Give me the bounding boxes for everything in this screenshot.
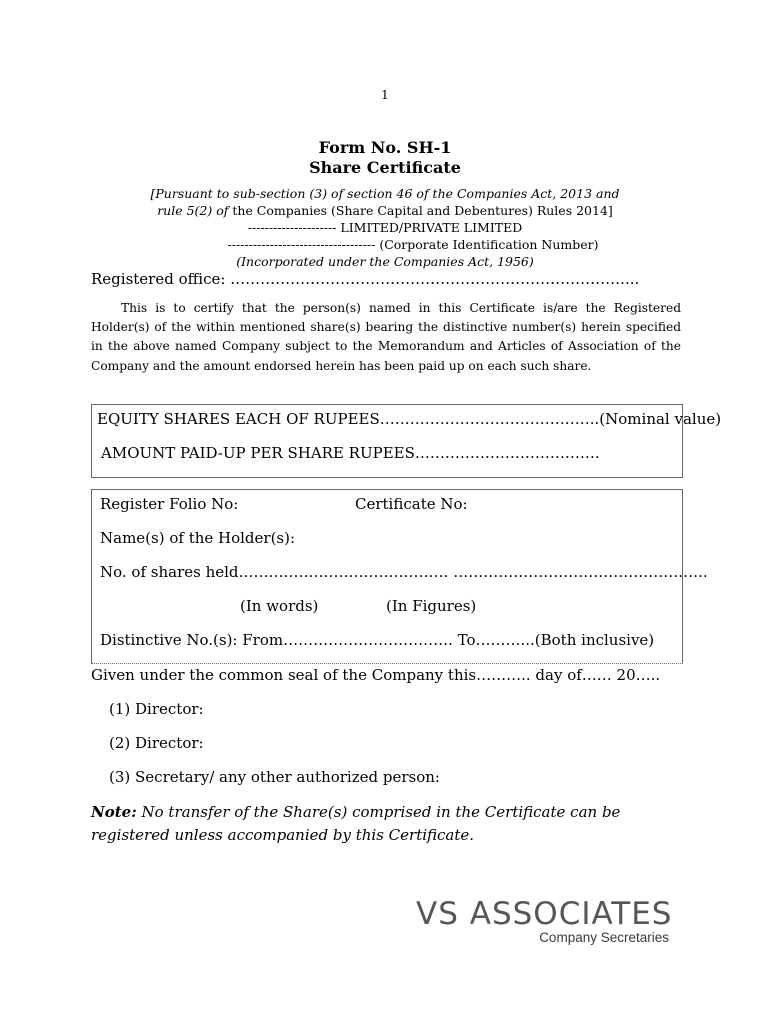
register-folio-label: Register Folio No: <box>100 495 239 513</box>
registered-office: Registered office: …………………………………………………………………….... <box>91 270 640 288</box>
shares-box <box>91 404 722 478</box>
certify-text: This is to certify that the person(s) named in this Certificate is/are the Registered Holder(s) of the within mentioned share(s) bearing the distinctive number(s) herein specified in the above named Company subject to the Memorandum and Articles of Association of the Company and the amount endorsed herein has been paid up on each such share. <box>91 301 681 373</box>
cin-line: ----------------------------------- (Corporate Identification Number) <box>227 237 599 252</box>
in-words-label: (In words) <box>240 597 319 615</box>
certificate-number-label: Certificate No: <box>355 495 468 513</box>
incorporated-line: (Incorporated under the Companies Act, 1956) <box>236 254 534 269</box>
note-text: No transfer of the Share(s) comprised in the Certificate can be registered unless accompanied by this Certificate. <box>91 803 621 844</box>
director-1: (1) Director: <box>109 700 204 718</box>
holder-names-label: Name(s) of the Holder(s): <box>100 529 296 547</box>
shares-held-line: No. of shares held…………………………………… ……………………………………….….. <box>100 563 708 581</box>
director-2: (2) Director: <box>109 734 204 752</box>
logo-tagline: Company Secretaries <box>539 930 669 945</box>
note-label: Note: <box>91 803 137 821</box>
certify-paragraph <box>91 299 681 376</box>
company-name-line: --------------------- LIMITED/PRIVATE LIMITED <box>247 220 523 235</box>
secretary: (3) Secretary/ any other authorized person: <box>109 768 440 786</box>
holder-details-box <box>91 489 708 664</box>
logo-name: VS ASSOCIATES <box>416 896 673 932</box>
common-seal-line: Given under the common seal of the Company this……….. day of…… 20….. <box>91 666 661 684</box>
in-figures-label: (In Figures) <box>386 597 477 615</box>
equity-shares-line: EQUITY SHARES EACH OF RUPEES……………………………………..(Nominal value) <box>97 410 722 428</box>
pursuant-rules-name: the Companies (Share Capital and Debentures) Rules 2014] <box>228 203 613 218</box>
pursuant-rule: rule 5(2) of <box>157 203 229 218</box>
distinctive-numbers-line: Distinctive No.(s): From……………………………. To………...(Both inclusive) <box>100 631 655 649</box>
page-number: 1 <box>381 88 389 102</box>
pursuant-line-2 <box>0 203 770 218</box>
pursuant-line-1: [Pursuant to sub-section (3) of section 46 of the Companies Act, 2013 and <box>150 186 620 201</box>
form-number: Form No. SH-1 <box>318 138 452 157</box>
certificate-title: Share Certificate <box>309 158 461 177</box>
transfer-note <box>91 801 691 847</box>
vs-associates-logo <box>416 898 676 950</box>
amount-paid-line: AMOUNT PAID-UP PER SHARE RUPEES………………………………. <box>101 444 600 462</box>
